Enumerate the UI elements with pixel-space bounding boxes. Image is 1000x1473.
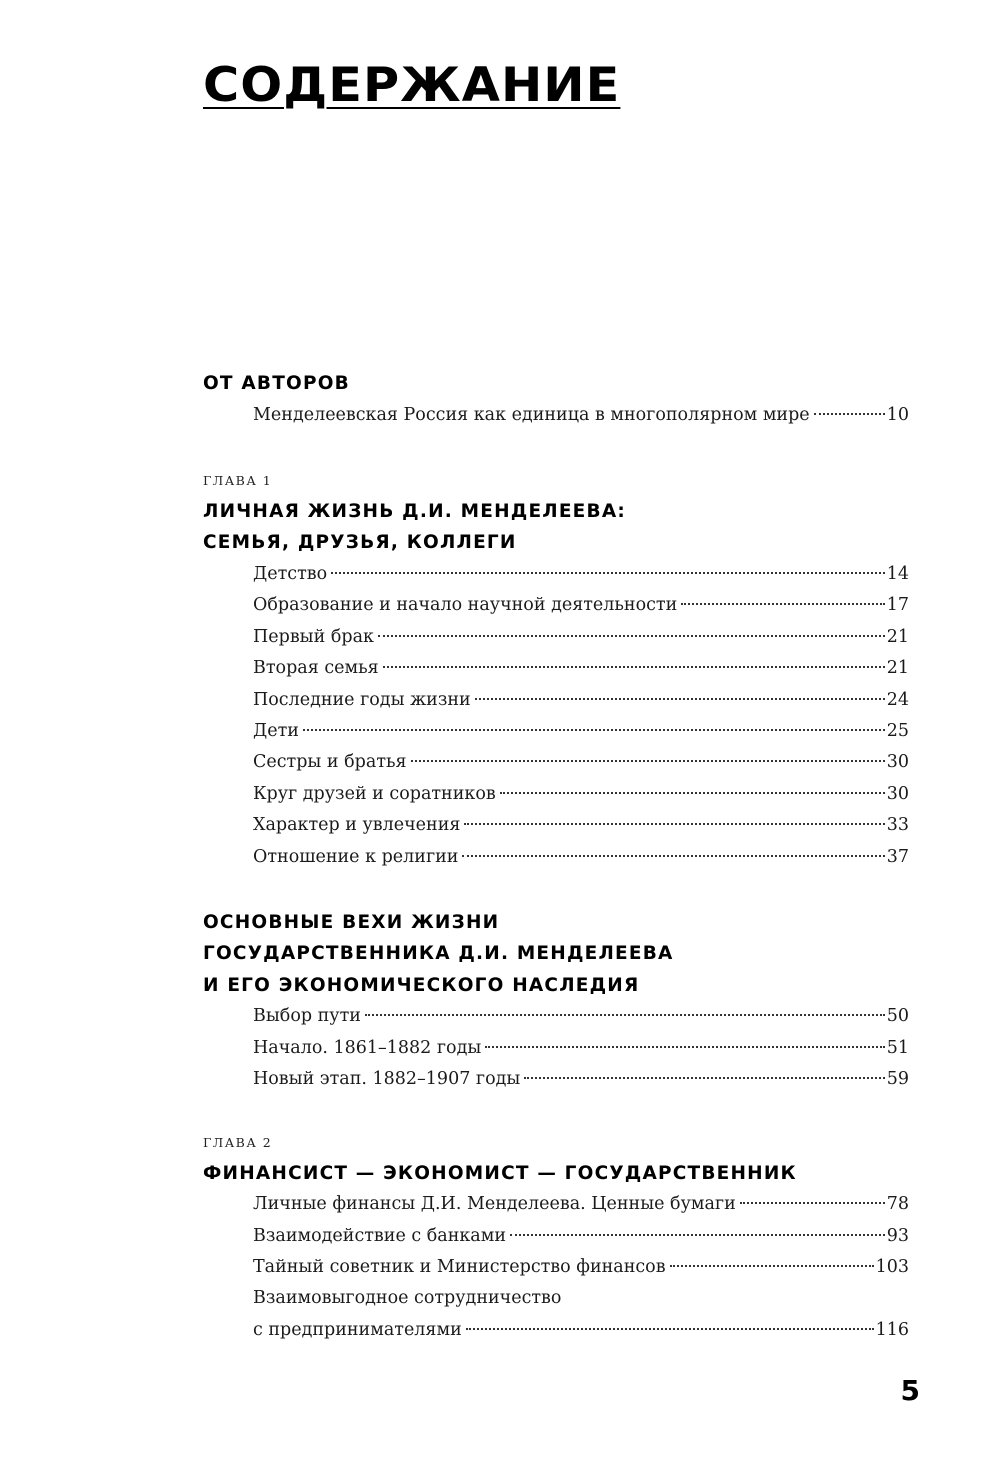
toc-entry[interactable] (253, 1189, 909, 1220)
toc-entry[interactable] (253, 1033, 909, 1064)
dot-leader (411, 760, 885, 762)
entry-page: 30 (886, 783, 909, 804)
entry-title: Последние годы жизни (253, 689, 471, 710)
toc-entry-multiline[interactable] (253, 1283, 909, 1346)
toc-section-chapter-1 (203, 471, 909, 873)
section-heading: ОТ АВТОРОВ (203, 373, 350, 394)
toc-entry[interactable] (253, 747, 909, 778)
dot-leader (331, 572, 885, 574)
entry-title: Детство (253, 563, 328, 584)
toc-section-milestones (203, 907, 909, 1096)
dot-leader (814, 413, 885, 415)
dot-leader (303, 729, 885, 731)
toc-entry[interactable] (253, 400, 909, 431)
entry-title: Вторая семья (253, 658, 379, 679)
entry-page: 25 (886, 720, 909, 741)
entry-page: 103 (875, 1257, 909, 1277)
toc-entry[interactable] (253, 842, 909, 873)
entry-page: 59 (886, 1069, 909, 1090)
entry-page: 37 (886, 846, 909, 867)
dot-leader (681, 603, 884, 605)
entry-page: 17 (886, 595, 909, 616)
toc-entry[interactable] (253, 810, 909, 841)
entry-title: Выбор пути (253, 1006, 361, 1027)
dot-leader (383, 666, 885, 668)
entry-title: Тайный советник и Министерство финансов (253, 1257, 666, 1277)
toc-section-chapter-2 (203, 1133, 909, 1347)
entry-page: 116 (875, 1319, 909, 1340)
toc-section-foreword (203, 368, 909, 431)
toc-entry[interactable] (253, 1064, 909, 1095)
entry-page: 21 (886, 626, 909, 647)
toc-entry[interactable] (253, 622, 909, 653)
toc-entry[interactable] (253, 1252, 909, 1283)
entry-page: 93 (886, 1225, 909, 1246)
table-of-contents (203, 368, 909, 1346)
dot-leader (378, 635, 885, 637)
entry-title: Образование и начало научной деятельности (253, 595, 678, 616)
entry-title: Начало. 1861–1882 годы (253, 1037, 482, 1058)
entry-page: 10 (886, 404, 909, 425)
entry-title: Взаимодействие с банками (253, 1225, 507, 1246)
dot-leader (740, 1202, 885, 1204)
section-heading: ЛИЧНАЯ ЖИЗНЬ Д.И. МЕНДЕЛЕЕВА: (203, 500, 626, 522)
dot-leader (670, 1265, 874, 1267)
entry-title: Первый брак (253, 626, 374, 647)
entry-page: 30 (886, 752, 909, 773)
entry-title: Сестры и братья (253, 752, 407, 773)
page-title: СОДЕРЖАНИЕ (203, 58, 621, 113)
toc-entry[interactable] (253, 653, 909, 684)
dot-leader (462, 855, 884, 857)
toc-entry[interactable] (253, 716, 909, 747)
entry-title: Отношение к религии (253, 846, 459, 867)
dot-leader (524, 1077, 884, 1079)
entry-title-line-1: Взаимовыгодное сотрудничество (253, 1288, 562, 1309)
toc-entry[interactable] (253, 590, 909, 621)
entry-title: с предпринимателями (253, 1319, 462, 1340)
toc-entry[interactable] (253, 685, 909, 716)
toc-entry[interactable] (253, 1001, 909, 1032)
entry-page: 14 (886, 563, 909, 584)
toc-entry[interactable] (253, 779, 909, 810)
entry-title: Новый этап. 1882–1907 годы (253, 1069, 521, 1090)
entry-title: Личные финансы Д.И. Менделеева. Ценные бумаги (253, 1194, 736, 1215)
toc-entry[interactable] (253, 559, 909, 590)
section-heading: ОСНОВНЫЕ ВЕХИ ЖИЗНИ (203, 911, 500, 933)
entry-page: 21 (886, 658, 909, 679)
entry-page: 24 (886, 689, 909, 710)
entry-title: Дети (253, 720, 299, 741)
section-heading: И ЕГО ЭКОНОМИЧЕСКОГО НАСЛЕДИЯ (203, 974, 640, 996)
dot-leader (365, 1014, 885, 1016)
dot-leader (475, 698, 885, 700)
section-heading: ГОСУДАРСТВЕННИКА Д.И. МЕНДЕЛЕЕВА (203, 943, 674, 965)
entry-page: 78 (886, 1194, 909, 1215)
entry-page: 51 (886, 1037, 909, 1058)
entry-title: Менделеевская Россия как единица в многополярном мире (253, 404, 810, 425)
entry-title: Круг друзей и соратников (253, 783, 496, 804)
dot-leader (500, 792, 885, 794)
chapter-label: ГЛАВА 2 (203, 1134, 273, 1150)
dot-leader (485, 1046, 884, 1048)
entry-title: Характер и увлечения (253, 815, 461, 836)
entry-page: 33 (886, 815, 909, 836)
section-heading: ФИНАНСИСТ — ЭКОНОМИСТ — ГОСУДАРСТВЕННИК (203, 1162, 797, 1184)
page-number: 5 (900, 1374, 920, 1407)
section-heading: СЕМЬЯ, ДРУЗЬЯ, КОЛЛЕГИ (203, 532, 517, 554)
entry-page: 50 (886, 1006, 909, 1027)
toc-entry[interactable] (253, 1221, 909, 1252)
dot-leader (464, 823, 884, 825)
chapter-label: ГЛАВА 1 (203, 472, 273, 488)
dot-leader (510, 1234, 885, 1236)
dot-leader (466, 1328, 874, 1330)
